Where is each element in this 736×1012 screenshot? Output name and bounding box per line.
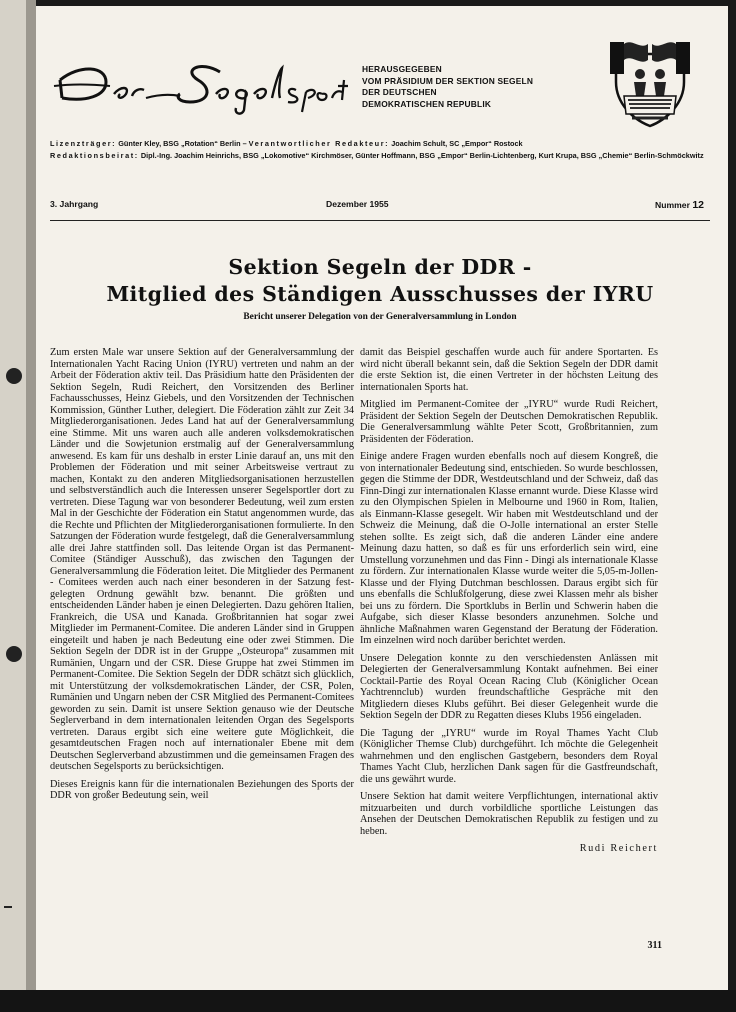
credits-block xyxy=(50,138,710,161)
issue-date: Dezember 1955 xyxy=(326,199,389,209)
sport-emblem xyxy=(602,34,698,130)
binding-shadow xyxy=(26,0,36,1012)
margin-mark xyxy=(4,906,12,908)
article-paragraph: damit das Beispiel geschaffen wurde auch für andere Sportarten. Es wird nicht überall bekannt sein, daß die Sektion Segeln der DDR damit die erste Sektion ist, die einen Vertreter in der höchsten Leitung des internationalen Sports hat. xyxy=(360,347,658,393)
article-title-line-1: Sektion Segeln der DDR - xyxy=(228,255,532,279)
issue-number-label: Nummer xyxy=(655,200,690,210)
masthead-script-logo xyxy=(50,50,350,120)
issue-number: 12 xyxy=(692,199,704,211)
issue-line xyxy=(50,199,710,213)
publisher-line: DER DEUTSCHEN xyxy=(362,87,437,98)
document-page xyxy=(36,6,728,990)
article-paragraph: Die Tagung der „IYRU“ wurde im Royal Thames Yacht Club (Königlicher Themse Club) durchgeführt. Ich möchte die Gelegenheit wahrnehmen und den englischen Gastgebern, besonders dem Royal Thames Yacht Club, herzlichen Dank sagen für die Gastfreundschaft, die uns gewährt wurde. xyxy=(360,727,658,785)
credits-license-label: Lizenzträger: xyxy=(50,139,117,148)
credits-editor-text: Joachim Schult, SC „Empor“ Rostock xyxy=(391,139,523,148)
publisher-line: DEMOKRATISCHEN REPUBLIK xyxy=(362,98,492,109)
credits-board-text: Dipl.-Ing. Joachim Heinrichs, BSG „Lokomotive“ Kirchmöser, Günter Hoffmann, BSG „Empor“ Berlin-Lichtenberg, Kurt Krupa, BSG „Chemie“ Berlin-Schmöckwitz xyxy=(140,150,704,160)
article-title xyxy=(50,254,710,308)
publisher-block xyxy=(362,64,572,110)
article-signature: Rudi Reichert xyxy=(579,843,658,854)
credits-license-text: Günter Kley, BSG „Rotation“ Berlin – xyxy=(118,139,247,148)
article-column-right xyxy=(360,347,658,855)
credits-board-label: Redaktionsbeirat: xyxy=(50,150,139,160)
article-paragraph: Unsere Delegation konnte zu den verschiedensten Anlässen mit Delegierten der Generalversammlung Kontakt aufnehmen. Bei einer Cocktail-Partie des Royal Ocean Racing Club (Königlicher Ocean Yachtrennclub) wurden freundschaftliche Gespräche mit den Mitgliedern dieses Klubs geführt. Bei dieser Gelegenheit wurde die Sektion Segeln der DDR zu Regatten dieses Klubs 1956 eingeladen. xyxy=(360,652,658,721)
credits-editor-label: Verantwortlicher Redakteur: xyxy=(248,139,390,148)
issue-year: 3. Jahrgang xyxy=(50,199,99,209)
article-paragraph: Zum ersten Male war unsere Sektion auf der Generalversammlung der Internationalen Yacht Racing Union (IYRU) vertreten und nahm an der Arbeit der Föderation aktiv teil. Das Präsidium hatte den Präsidenten der Sektion Segeln, Rudi Reichert, den Vorsitzenden des Berliner Fachausschusses, Heinz Giebels, und den Vorsitzenden der Technischen Kommission, Günther Luther, delegiert. Die Föderation zählt zur Zeit 34 Mitgliederorganisationen. Jedes Land hat auf der Generalversammlung eine Stimme. Mit uns waren auch alle anderen volksdemokratischen Länder und die Sowjetunion erstmalig auf der Generalversammlung anwesend. Es kam für uns deshalb in erster Linie darauf an, uns mit den Problemen der Föderation und mit seiner Arbeitsweise vertraut zu machen, Kontakt zu den anderen Mitgliedsorganisationen herzustellen und selbstverständlich auch die Interessen unserer Segelsportler dort zu vertreten. Diese Tagung war von besonderer Bedeutung, weil zum ersten Mal in der Geschichte der Föderation ein Statut angenommen wurde, das die Rechte und Pflichten der Mitgliederorganisationen formulierte. In den Satzungen der Föderation wurde festgelegt, daß die Generalversammlung alle drei Jahre stattfinden soll. Das leitende Organ ist das Permanent-Comitee (Ständiger Ausschuß), das zwischen den Tagungen der Generalversammlung die Föderation leitet. Die Mitglieder des Permanent - Comitees werden auch nach einer besonderen in der Satzung festgelegten Ordnung gewählt bzw. benannt. Die größten und entscheidenden Länder haben je einen Delegierten. Dazu gehören Italien, Frankreich, die USA und Kanada. Großbritannien hat sogar zwei Mitglieder im Permanent-Comitee. Die anderen Länder sind in Gruppen eingeteilt und haben je nach Bedeutung eine oder zwei Stimmen. Die Sektion Segeln der DDR ist in der Gruppe „Osteuropa“ zusammen mit Rumänien, Ungarn und der CSR. Diese Gruppe hat zwei Stimmen im Permanent-Comitee. Die Sektion Segeln der DDR schätzt sich glücklich, mit Unterstützung der volksdemokratischen Länder, der CSR, Polen, Rumänien und Ungarn neben der CSR Mitglied des Permanent-Comitees geworden zu sein. Damit ist unsere Sektion genauso wie der Deutsche Seglerverband in dem internationalen leitenden Organ des Segelsports vertreten. Daraus ergibt sich eine weitere gute Möglichkeit, die gesamtdeutschen Fragen noch auf internationaler Ebene mit dem Deutschen Seglerverband abzustimmen und die gemeinsamen Fragen des deutschen Segelsports zu berücksichtigen. xyxy=(50,347,354,772)
article-column-left xyxy=(50,347,354,808)
article-paragraph: Unsere Sektion hat damit weitere Verpflichtungen, international aktiv mitzuarbeiten und durch vorbildliche sportliche Leistungen das Ansehen der Deutschen Demokratischen Republik zu festigen und zu heben. xyxy=(360,791,658,837)
article-subtitle: Bericht unserer Delegation von der Generalversammlung in London xyxy=(243,312,517,322)
issue-number-group xyxy=(655,199,704,211)
punch-hole xyxy=(6,646,22,662)
emblem-icon xyxy=(602,34,698,130)
punch-hole xyxy=(6,368,22,384)
publisher-line: VOM PRÄSIDIUM DER SEKTION SEGELN xyxy=(362,75,534,86)
article-title-line-2: Mitglied des Ständigen Ausschusses der IYRU xyxy=(106,282,654,306)
masthead-logo xyxy=(50,50,350,120)
header-rule xyxy=(50,220,710,221)
scan-bottom-edge xyxy=(0,990,736,1012)
article-paragraph: Dieses Ereignis kann für die internationalen Beziehungen des Sports der DDR von großer Bedeutung sein, weil xyxy=(50,778,354,801)
article-paragraph: Mitglied im Permanent-Comitee der „IYRU“ wurde Rudi Reichert, Präsident der Sektion Segeln der Deutschen Demokratischen Republik. Die Generalversammlung wählte Peter Scott, Großbritannien, zum Präsidenten der Föderation. xyxy=(360,399,658,445)
publisher-line: HERAUSGEGEBEN xyxy=(362,64,442,74)
article-paragraph: Einige andere Fragen wurden ebenfalls noch auf diesem Kongreß, die von internationaler Bedeutung sind, entschieden. So wurde beschlossen, gegen die Stimme der DDR, Westdeutschland und der Schweiz, daß das Finn-Dingi zur internationalen Klasse ernannt wurde. Diese Klasse wird zu den Olympischen Spielen in Melbourne und 1960 in Rom, Italien, als Einmann-Klasse gesegelt. Wir haben mit Westdeutschland und der Schweiz die Meinung, daß die O-Jolle international an erster Stelle stehen sollte. Es zeigt sich, daß die anderen Länder eine andere Meinung dazu hatten, so daß es für uns erforderlich sein wird, eine Umstellung vorzunehmen und das Finn - Dingi als internationale Klasse zu fördern. Zur internationalen Klasse wurde weiter die 5,05-m-Jollen-Klasse und der Flying Dutchman beschlossen. Daraus ergibt sich für uns ebenfalls die Schlußfolgerung, diese zwei Klassen mehr als bisher bei uns zu fördern. Die Sportklubs in Berlin und Schwerin haben die Aufgabe, sich dieser Klasse besonders anzunehmen. Solche und ähnliche Maßnahmen waren Gegenstand der Beratung der Föderation. Im einzelnen wird noch darüber berichtet werden. xyxy=(360,451,658,646)
page-number: 311 xyxy=(647,940,662,951)
